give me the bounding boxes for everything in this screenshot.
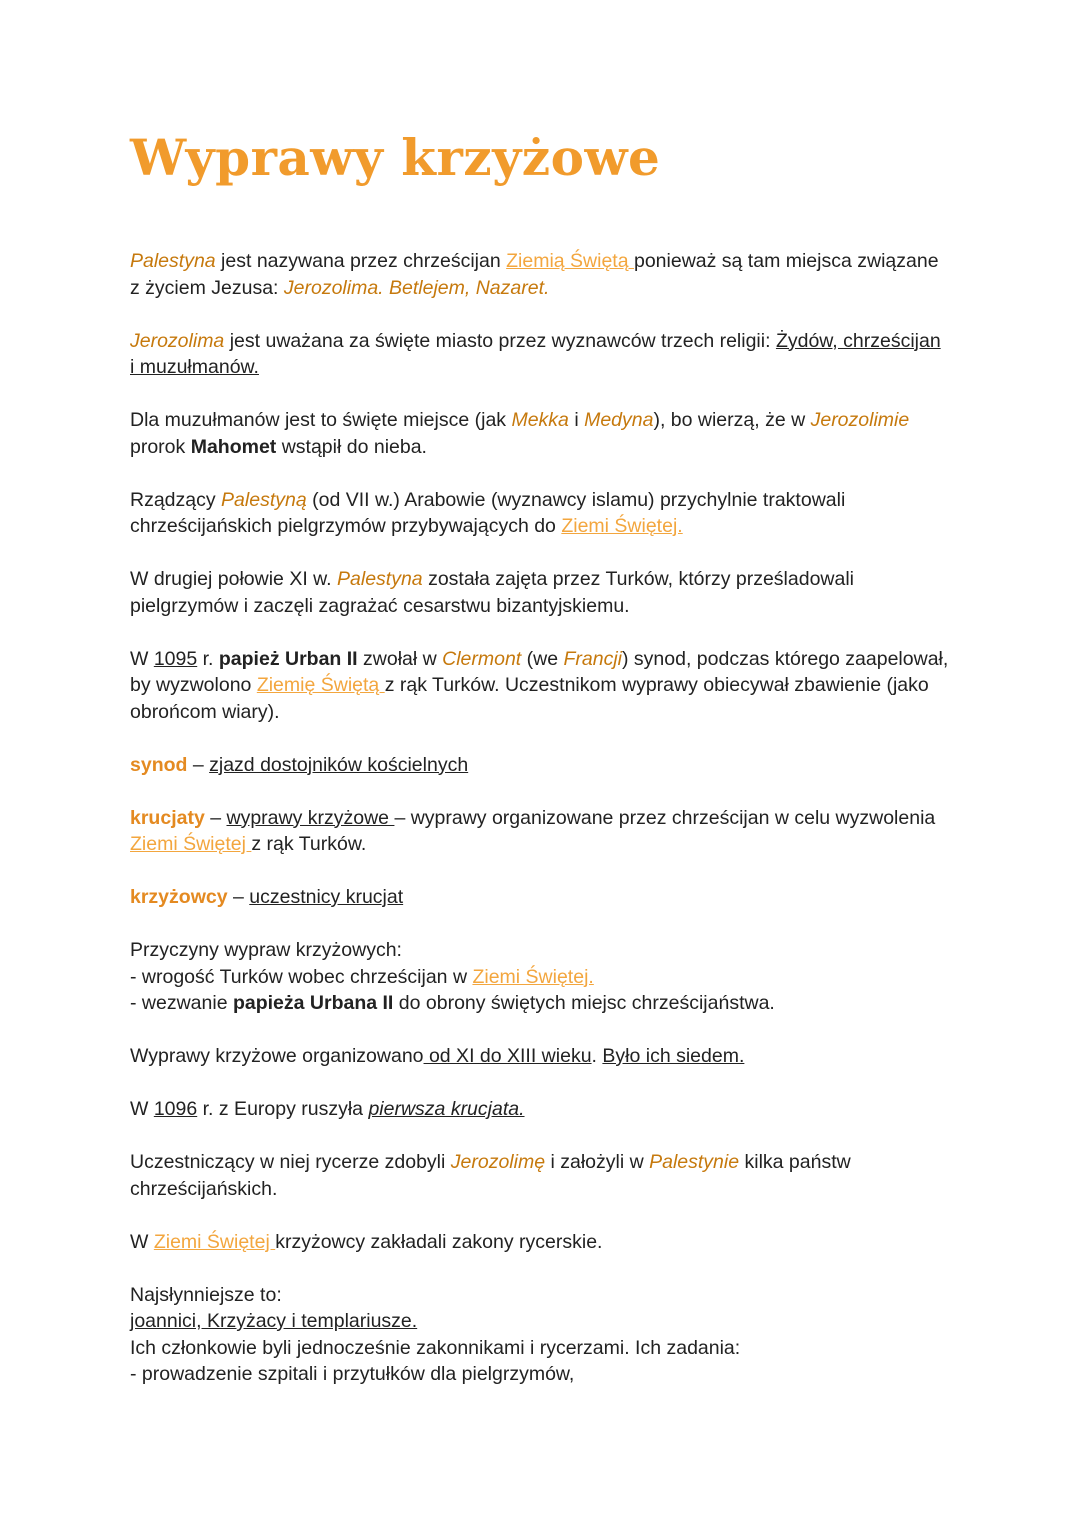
paragraph-zakony bbox=[130, 1229, 950, 1256]
link-ziemi-swietej[interactable]: Ziemi Świętej. bbox=[561, 515, 683, 537]
paragraph-okres bbox=[130, 1043, 950, 1070]
term-medyna: Medyna bbox=[584, 409, 654, 431]
text: (od VII w.) Arabowie (wyznawcy islamu) przychylnie traktowali chrześcijańskich pielgrzymów przybywających do bbox=[130, 488, 846, 537]
text: Wyprawy krzyżowe organizowano bbox=[130, 1045, 424, 1067]
term-francji: Francji bbox=[563, 647, 623, 670]
text: ponieważ są tam miejsca związane z życiem Jezusa: bbox=[130, 250, 939, 299]
link-ziemie-swieta[interactable]: Ziemię Świętą bbox=[256, 674, 385, 696]
term-palestyna: Palestyna bbox=[337, 568, 423, 590]
text: W bbox=[130, 647, 154, 670]
text: ), bo wierzą, że w bbox=[653, 409, 811, 431]
text: W bbox=[130, 1230, 154, 1253]
paragraph-synod-clermont bbox=[130, 646, 950, 726]
term-papieza-urbana: papieża Urbana II bbox=[232, 992, 394, 1014]
text: (we bbox=[521, 647, 564, 670]
link-ziemi-swietej[interactable]: Ziemi Świętej. bbox=[472, 965, 594, 988]
text: Rządzący bbox=[130, 488, 222, 511]
paragraph-arabowie bbox=[130, 487, 950, 540]
text: do obrony świętych miejsc chrześcijaństwa. bbox=[393, 992, 775, 1014]
causes-list bbox=[130, 937, 950, 1017]
term-pierwsza-krucjata: pierwsza krucjata. bbox=[368, 1098, 525, 1120]
year-1096: 1096 bbox=[153, 1098, 198, 1120]
term-jerozolime: Jerozolimę bbox=[450, 1151, 546, 1173]
definition-text: uczestnicy krucjat bbox=[249, 886, 404, 908]
dash: – bbox=[227, 886, 250, 908]
text: zwołał w bbox=[357, 647, 443, 670]
text: i bbox=[568, 409, 585, 431]
term-papiez-urban: papież Urban II bbox=[218, 647, 358, 670]
text: i założyli w bbox=[545, 1151, 650, 1173]
text: W drugiej połowie XI w. bbox=[130, 568, 338, 590]
text: jest nazywana przez chrześcijan bbox=[215, 250, 507, 272]
term-krzyzowcy: krzyżowcy bbox=[130, 886, 228, 908]
definition-text: zjazd dostojników kościelnych bbox=[209, 753, 469, 776]
text: r. z Europy ruszyła bbox=[197, 1098, 369, 1120]
document-body bbox=[130, 248, 950, 1414]
text: krzyżowcy zakładali zakony rycerskie. bbox=[275, 1230, 603, 1253]
term-mekka: Mekka bbox=[511, 409, 569, 431]
text: r. bbox=[197, 647, 219, 670]
paragraph-jerozolima bbox=[130, 328, 950, 381]
cause-item bbox=[130, 964, 950, 991]
text: jest uważana za święte miasto przez wyznawców trzech religii: bbox=[224, 329, 776, 352]
dash: – bbox=[187, 753, 210, 776]
alt-term-wyprawy: wyprawy krzyżowe bbox=[226, 806, 395, 829]
term-clermont: Clermont bbox=[442, 647, 522, 670]
task-item: - prowadzenie szpitali i przytułków dla pielgrzymów, bbox=[130, 1363, 575, 1385]
text: Dla muzułmanów jest to święte miejsce (jak bbox=[130, 409, 512, 431]
text-line: Ich członkowie byli jednocześnie zakonnikami i rycerzami. Ich zadania: bbox=[130, 1336, 741, 1359]
term-synod: synod bbox=[130, 753, 188, 776]
text: W bbox=[130, 1098, 154, 1120]
paragraph-pierwsza-krucjata bbox=[130, 1096, 950, 1123]
period-text: od XI do XIII wieku bbox=[423, 1045, 592, 1067]
text: - wezwanie bbox=[130, 992, 233, 1014]
text: została zajęta przez Turków, którzy prześladowali pielgrzymów i zaczęli zagrażać cesarstwu bizantyjskiemu. bbox=[130, 568, 855, 617]
text: wstąpił do nieba. bbox=[276, 435, 427, 458]
text: ) synod, podczas którego zaapelował, by wyzwolono bbox=[130, 647, 949, 696]
definition-krzyzowcy bbox=[130, 884, 950, 911]
paragraph-palestyna bbox=[130, 248, 950, 301]
text-line: Najsłynniejsze to: bbox=[130, 1283, 282, 1306]
religions-list: Żydów, chrześcijan i muzułmanów. bbox=[130, 329, 941, 378]
term-jerozolimie: Jerozolimie bbox=[810, 409, 910, 431]
definition-text: – wyprawy organizowane przez chrześcijan w celu wyzwolenia bbox=[394, 806, 936, 829]
text: z rąk Turków. bbox=[251, 833, 367, 855]
text: z rąk Turków. Uczestnikom wyprawy obiecywał zbawienie (jako obrońcom wiary). bbox=[130, 674, 929, 723]
link-ziemi-swietej[interactable]: Ziemi Świętej bbox=[153, 1230, 276, 1253]
paragraph-turcy bbox=[130, 566, 950, 619]
cause-item bbox=[130, 990, 950, 1017]
paragraph-muzulmanie bbox=[130, 407, 950, 460]
paragraph-panstwa bbox=[130, 1149, 950, 1202]
term-krucjaty: krucjaty bbox=[130, 806, 205, 829]
term-palestyna: Palestyną bbox=[221, 488, 307, 511]
link-ziemia-swieta[interactable]: Ziemią Świętą bbox=[506, 250, 634, 272]
text: . bbox=[591, 1045, 603, 1067]
orders-list: joannici, Krzyżacy i templariusze. bbox=[130, 1310, 418, 1332]
places-list: Jerozolima. Betlejem, Nazaret. bbox=[283, 276, 550, 299]
page-title: Wyprawy krzyżowe bbox=[130, 128, 661, 187]
year-1095: 1095 bbox=[153, 647, 198, 670]
text: Uczestniczący w niej rycerze zdobyli bbox=[130, 1151, 451, 1173]
link-ziemi-swietej[interactable]: Ziemi Świętej bbox=[130, 833, 252, 855]
term-jerozolima: Jerozolima bbox=[130, 329, 225, 352]
paragraph-najslynniejsze bbox=[130, 1282, 950, 1388]
count-text: Było ich siedem. bbox=[602, 1045, 745, 1067]
text: prorok bbox=[130, 435, 191, 458]
text: kilka państw chrześcijańskich. bbox=[130, 1151, 851, 1200]
causes-heading: Przyczyny wypraw krzyżowych: bbox=[130, 939, 402, 961]
term-palestyna: Palestyna bbox=[130, 250, 216, 272]
dash: – bbox=[204, 806, 227, 829]
text: - wrogość Turków wobec chrześcijan w bbox=[130, 965, 473, 988]
definition-synod bbox=[130, 752, 950, 779]
term-palestynie: Palestynie bbox=[649, 1151, 740, 1173]
term-mahomet: Mahomet bbox=[190, 435, 277, 458]
definition-krucjaty bbox=[130, 805, 950, 858]
